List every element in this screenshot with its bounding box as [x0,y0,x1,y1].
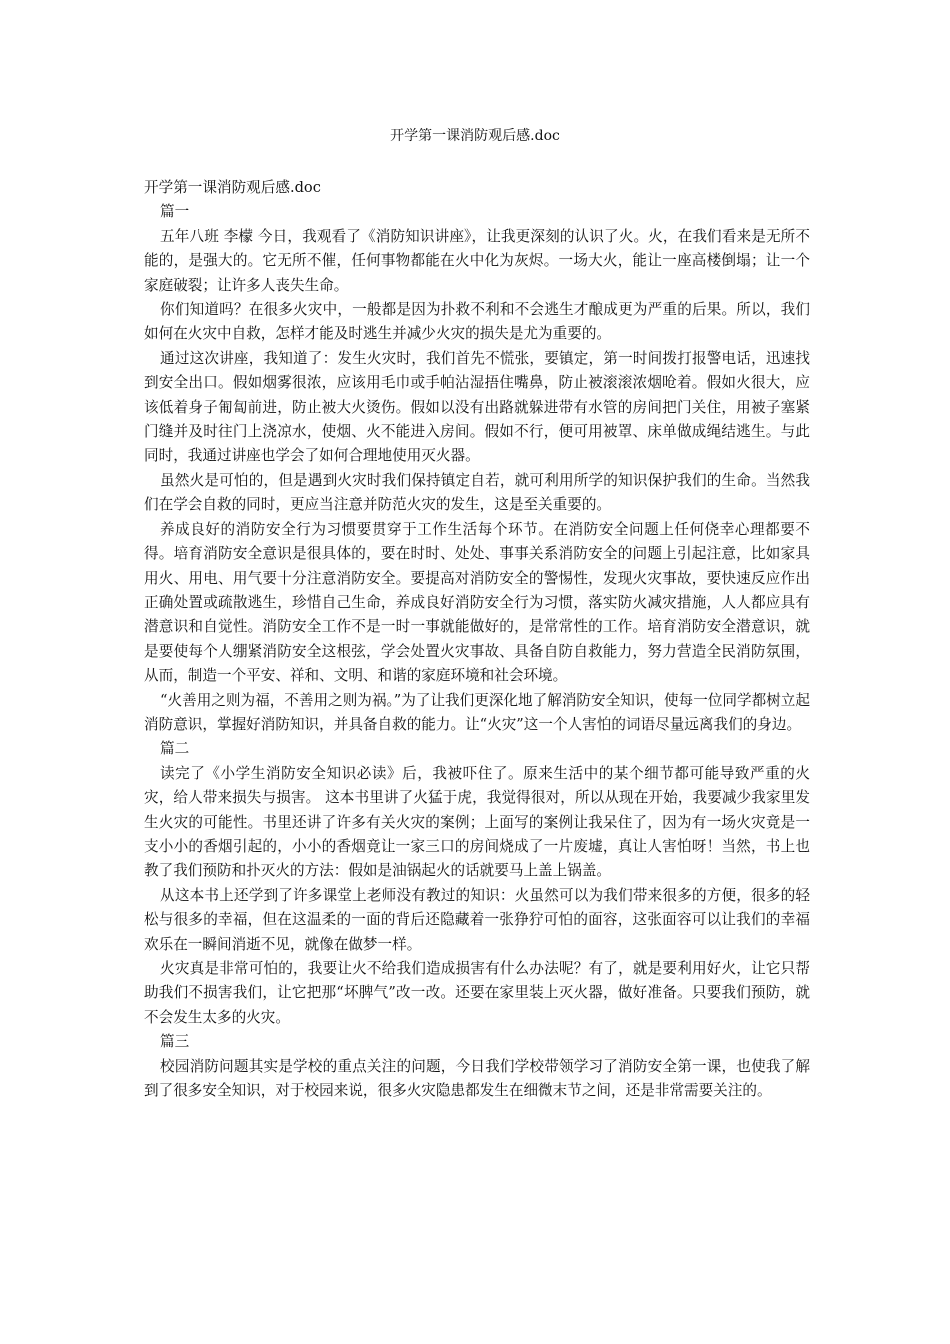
paragraph: 你们知道吗？在很多火灾中，一般都是因为扑救不利和不会逃生才酿成更为严重的后果。所以，我们如何在火灾中自救，怎样才能及时逃生并减少火灾的损失是尤为重要的。 [144,301,810,343]
paragraph: 校园消防问题其实是学校的重点关注的问题，今日我们学校带领学习了消防安全第一课，也使我了解到了很多安全知识，对于校园来说，很多火灾隐患都发生在细微末节之间，还是非常需要关注的。 [144,1057,810,1100]
paragraph: 通过这次讲座，我知道了：发生火灾时，我们首先不慌张，要镇定，第一时间拨打报警电话，迅速找到安全出口。假如烟雾很浓，应该用毛巾或手帕沾湿捂住嘴鼻，防止被滚滚浓烟呛着。假如火很大，应该低着身子匍匐前进，防止被大火烫伤。假如以没有出路就躲进带有水管的房间把门关住，用被子塞紧门缝并及时往门上浇凉水，使烟、火不能进入房间。假如不行，便可用被罩、床单做成绳结逃生。与此同时，我通过讲座也学会了如何合理地使用灭火器。 [144,349,810,465]
document-title: 开学第一课消防观后感.doc [144,179,321,196]
paragraph: 读完了《小学生消防安全知识必读》后，我被吓住了。原来生活中的某个细节都可能导致严重的火灾，给人带来损失与损害。 这本书里讲了火猛于虎，我觉得很对，所以从现在开始，我要减少我家里发生火灾的可能性。书里还讲了许多有关火灾的案例；上面写的案例让我呆住了，因为有一场火灾竟是一支小小的香烟引起的，小小的香烟竟让一家三口的房间烧成了一片废墟，真让人害怕呀！当然，书上也教了我们预防和扑灭火的方法：假如是油锅起火的话就要马上盖上锅盖。 [144,764,810,880]
paragraph: 虽然火是可怕的，但是遇到火灾时我们保持镇定自若，就可利用所学的知识保护我们的生命。当然我们在学会自救的同时，更应当注意并防范火灾的发生，这是至关重要的。 [144,471,810,514]
paragraph: 火灾真是非常可怕的，我要让火不给我们造成损害有什么办法呢？有了，就是要利用好火，让它只帮助我们不损害我们，让它把那“坏脾气”改一改。还要在家里装上灭火器，做好准备。只要我们预防，就不会发生太多的火灾。 [144,960,810,1026]
section-heading-1: 篇一 [160,203,190,221]
paragraph: “火善用之则为福，不善用之则为祸。”为了让我们更深化地了解消防安全知识，使每一位同学都树立起消防意识，掌握好消防知识，并具备自救的能力。让“火灾”这一个人害怕的词语尽量远离我们的身边。 [144,691,810,733]
paragraph: 五年八班 李檬 今日，我观看了《消防知识讲座》，让我更深刻的认识了火。火，在我们看来是无所不能的，是强大的。它无所不催，任何事物都能在火中化为灰烬。一场大火，能让一座高楼倒塌；让一个家庭破裂；让许多人丧失生命。 [144,227,810,294]
paragraph: 从这本书上还学到了许多课堂上老师没有教过的知识：火虽然可以为我们带来很多的方便，很多的轻松与很多的幸福，但在这温柔的一面的背后还隐藏着一张狰狞可怕的面容，这张面容可以让我们的幸福欢乐在一瞬间消逝不见，就像在做梦一样。 [144,886,810,953]
section-heading-2: 篇二 [160,740,190,758]
page-header-title: 开学第一课消防观后感.doc [390,128,560,144]
document-body [144,176,810,1103]
paragraph: 养成良好的消防安全行为习惯要贯穿于工作生活每个环节。在消防安全问题上任何侥幸心理都要不得。培育消防安全意识是很具体的，要在时时、处处、事事关系消防安全的问题上引起注意，比如家具用火、用电、用气要十分注意消防安全。要提高对消防安全的警惕性，发现火灾事故，要快速反应作出正确处置或疏散逃生，珍惜自己生命，养成良好消防安全行为习惯，落实防火减灾措施，人人都应具有潜意识和自觉性。消防安全工作不是一时一事就能做好的，是常常性的工作。培育消防安全潜意识，就是要使每个人绷紧消防安全这根弦，学会处置火灾事故、具备自防自救能力，努力营造全民消防氛围，从而，制造一个平安、祥和、文明、和谐的家庭环境和社会环境。 [144,520,810,685]
section-heading-3: 篇三 [160,1033,190,1051]
